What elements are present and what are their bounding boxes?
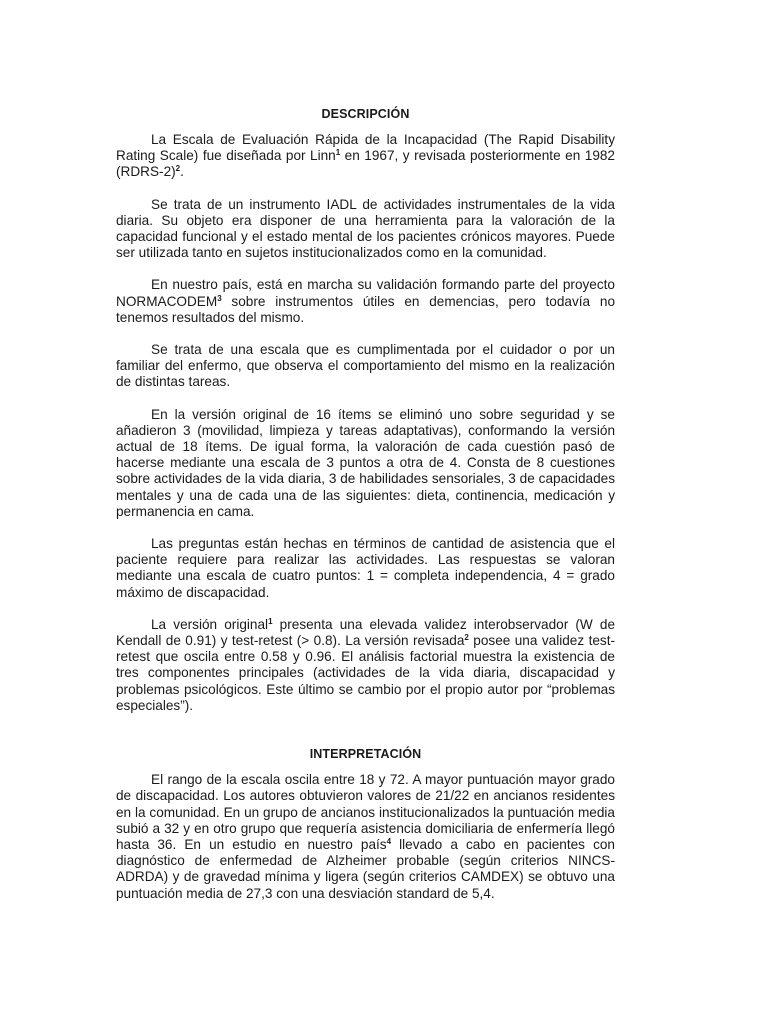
paragraph-7-text-a: La versión original (151, 616, 269, 632)
paragraph-8-text-a: El rango de la escala oscila entre 18 y 72. A mayor puntuación mayor grado de discapacidad. Los autores obtuvieron valores de 21/22 en ancianos residentes en la comunidad. En un grupo de ancianos institucionalizados la puntuación media subió a 32 y en otro grupo que requería asistencia domiciliaria de enfermería llegó hasta 36. En un estudio en nuestro país (116, 772, 615, 852)
footnote-ref-2-b: 2 (464, 633, 469, 643)
footnote-ref-3: 3 (217, 293, 222, 303)
paragraph-1 (116, 132, 615, 181)
paragraph-1-text-b: en 1967, y revisada posteriormente en 1982 (RDRS-2) (116, 148, 615, 180)
paragraph-4: Se trata de una escala que es cumplimentada por el cuidador o por un familiar del enfermo, que observa el comportamiento del mismo en la realización de distintas tareas. (116, 342, 615, 390)
footnote-ref-4: 4 (386, 836, 392, 846)
paragraph-3-text-b: sobre instrumentos útiles en demencias, pero todavía no tenemos resultados del mismo. (116, 293, 615, 325)
paragraph-1-text-c: . (180, 164, 184, 180)
heading-descripcion: DESCRIPCIÓN (321, 107, 410, 121)
paragraph-3-text-a: En nuestro país, está en marcha su validación formando parte del proyecto NORMACODEM (116, 277, 615, 309)
paragraph-7-text-b: presenta una elevada validez interobservador (W de Kendall de 0.91) y test-retest (> 0.8). La versión revisada (116, 616, 616, 649)
paragraph-7 (116, 617, 615, 714)
paragraph-5: En la versión original de 16 ítems se eliminó uno sobre seguridad y se añadieron 3 (movilidad, limpieza y tareas adaptativas), conformando la versión actual de 18 ítems. De igual forma, la valoración de cada cuestión pasó de hacerse mediante una escala de 3 puntos a otra de 4. Consta de 8 cuestiones sobre actividades de la vida diaria, 3 de habilidades sensoriales, 3 de capacidades mentales y una de cada una de las siguientes: dieta, continencia, medicación y permanencia en cama. (116, 406, 615, 519)
paragraph-8 (116, 772, 615, 902)
footnote-ref-2: 2 (175, 164, 181, 174)
paragraph-3 (116, 277, 615, 326)
footnote-ref-1: 1 (335, 148, 341, 158)
document-page (116, 106, 615, 918)
paragraph-1-text-a: La Escala de Evaluación Rápida de la Incapacidad (The Rapid Disability Rating Scale) fue diseñada por Linn (116, 132, 615, 164)
paragraph-8-text-b: llevado a cabo en pacientes con diagnóstico de enfermedad de Alzheimer probable (según criterios NINCS-ADRDA) y de gravedad mínima y ligera (según criterios CAMDEX) se obtuvo una puntuación media de 27,3 con una desviación standard de 5,4. (116, 836, 615, 901)
footnote-ref-1-b: 1 (268, 616, 273, 626)
paragraph-6: Las preguntas están hechas en términos de cantidad de asistencia que el paciente requiere para realizar las actividades. Las respuestas se valoran mediante una escala de cuatro puntos: 1 = completa independencia, 4 = grado máximo de discapacidad. (116, 536, 615, 600)
heading-interpretacion: INTERPRETACIÓN (309, 747, 422, 762)
paragraph-7-text-c: posee una validez test-retest que oscila entre 0.58 y 0.96. El análisis factorial muestra la existencia de tres componentes principales (actividades de la vida diaria, discapacidad y problemas psicológicos. Este último se cambio por el propio autor por “problemas especiales”). (116, 633, 616, 713)
paragraph-2: Se trata de un instrumento IADL de actividades instrumentales de la vida diaria. Su objeto era disponer de una herramienta para la valoración de la capacidad funcional y el estado mental de los pacientes crónicos mayores. Puede ser utilizada tanto en sujetos institucionalizados como en la comunidad. (116, 196, 615, 261)
